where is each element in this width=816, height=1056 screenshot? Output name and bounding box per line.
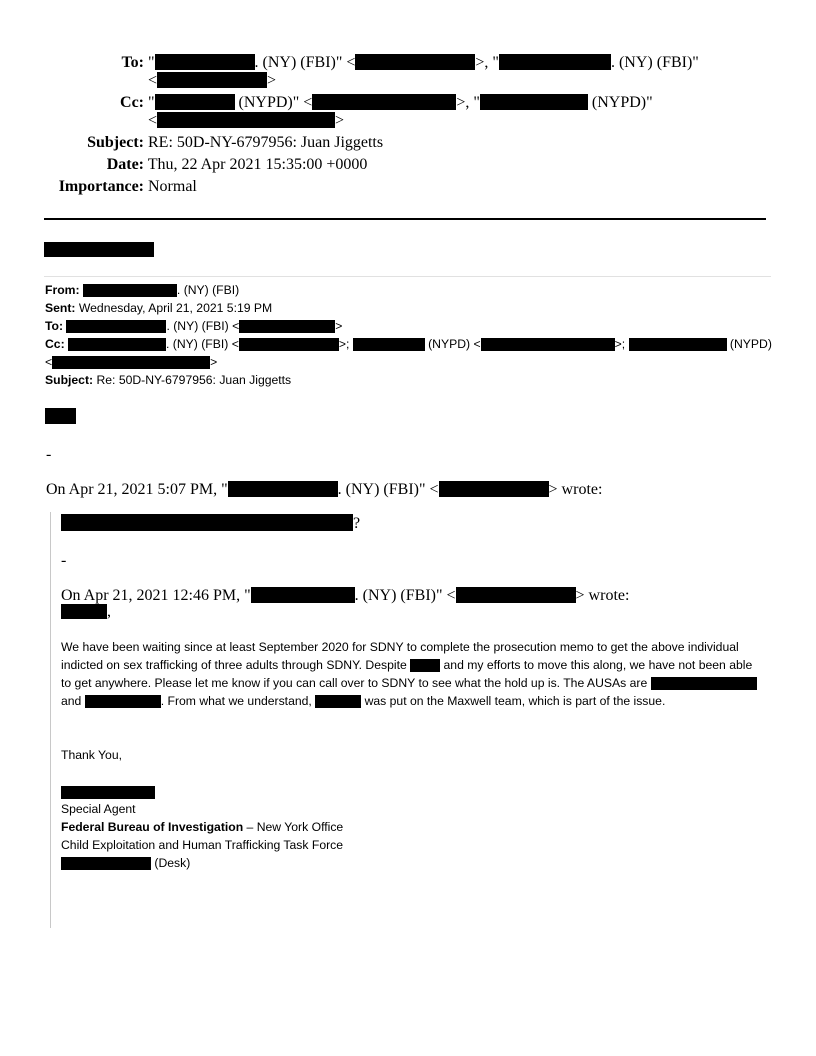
cc-affiliation-2: (NYPD)" — [587, 94, 653, 111]
fwd-from-row — [45, 283, 239, 297]
redaction-cc-email-2 — [157, 112, 335, 128]
to-quote: " — [148, 54, 155, 71]
subject-value: RE: 50D-NY-6797956: Juan Jiggetts — [148, 134, 384, 151]
fwd-sent-value: Wednesday, April 21, 2021 5:19 PM — [78, 301, 273, 315]
redaction-greeting-name — [61, 604, 107, 619]
fwd-subject-value: Re: 50D-NY-6797956: Juan Jiggetts — [96, 373, 292, 387]
to-bracket-close: > — [267, 72, 277, 89]
redaction-reply-body — [44, 242, 154, 257]
header-divider — [44, 218, 766, 220]
forward-divider — [44, 276, 771, 277]
body-paragraph — [61, 638, 761, 710]
fwd-cc-affiliation-3: (NYPD) — [729, 337, 772, 351]
quote2-prefix: On Apr 21, 2021 12:46 PM, " — [61, 587, 251, 604]
to-separator: >, " — [475, 54, 499, 71]
fwd-sent-row — [45, 301, 272, 315]
redaction-quote1-body — [61, 514, 353, 531]
redaction-body-name-2 — [315, 695, 361, 708]
redaction-cc-name-2 — [480, 94, 588, 110]
header-cc-row-2 — [148, 112, 344, 130]
redaction-cc-email-1 — [312, 94, 456, 110]
cc-quote: " — [148, 94, 155, 111]
redaction-signature-name — [61, 786, 155, 799]
quote1-body — [61, 514, 360, 533]
redaction-to-name-2 — [499, 54, 611, 70]
fwd-cc-label: Cc: — [45, 337, 65, 351]
closing-thanks: Thank You, — [61, 748, 122, 762]
redaction-fwd-cc-name-2 — [353, 338, 425, 351]
signature-org-name: Federal Bureau of Investigation — [61, 820, 244, 834]
fwd-cc-bracket-open: < — [45, 355, 53, 369]
redaction-desk-phone — [61, 857, 151, 870]
redaction-quote2-email — [456, 587, 576, 603]
fwd-to-affiliation: . (NY) (FBI) < — [166, 319, 240, 333]
cc-bracket-open: < — [148, 112, 158, 129]
redaction-fwd-cc-name-1 — [68, 338, 166, 351]
body-text-2: and my efforts to move this along, we have not been able to get anywhere. Please let me know if you can call over to SDNY to see what the hold up is. The AUSAs are — [61, 658, 753, 690]
redaction-fwd-cc-email-1 — [239, 338, 339, 351]
fwd-to-bracket: > — [335, 319, 343, 333]
body-text-3: and — [61, 694, 82, 708]
quote2-greeting — [61, 603, 111, 621]
header-importance-row — [0, 178, 197, 196]
to-bracket-open: < — [148, 72, 158, 89]
subject-label: Subject: — [87, 134, 144, 151]
greeting-comma: , — [107, 603, 111, 620]
fwd-cc-sep-2: >; — [614, 337, 626, 351]
redaction-fwd-to-name — [66, 320, 166, 333]
redaction-to-name-1 — [155, 54, 255, 70]
cc-label: Cc: — [120, 94, 144, 111]
quote1-attribution — [46, 481, 602, 499]
cc-bracket-close: > — [335, 112, 345, 129]
signature-desk — [61, 856, 190, 870]
redaction-fwd-body — [45, 408, 76, 424]
redaction-fwd-cc-email-2 — [481, 338, 615, 351]
redaction-quote2-name — [251, 587, 355, 603]
redaction-body-ausa-2 — [85, 695, 161, 708]
to-affiliation-2: . (NY) (FBI)" — [610, 54, 699, 71]
redaction-cc-name-1 — [155, 94, 235, 110]
header-date-row — [0, 156, 367, 174]
fwd-to-label: To: — [45, 319, 64, 333]
fwd-cc-bracket-close: > — [210, 355, 218, 369]
question-mark: ? — [353, 515, 361, 532]
quote2-affiliation: . (NY) (FBI)" < — [354, 587, 456, 604]
redaction-body-ausa-1 — [651, 677, 757, 690]
date-value: Thu, 22 Apr 2021 15:35:00 +0000 — [147, 156, 368, 173]
signature-title: Special Agent — [61, 802, 136, 816]
importance-label: Importance: — [58, 178, 144, 195]
header-to-row-2 — [148, 72, 276, 90]
signature-org — [61, 820, 343, 834]
redaction-quote1-name — [228, 481, 338, 497]
quote1-suffix: > wrote: — [548, 481, 603, 498]
dash-separator-1: - — [46, 446, 52, 463]
fwd-cc-affiliation-1: . (NY) (FBI) < — [166, 337, 239, 351]
cc-separator: >, " — [456, 94, 480, 111]
desk-label: (Desk) — [151, 856, 191, 870]
to-affiliation-1: . (NY) (FBI)" < — [254, 54, 356, 71]
redaction-fwd-from — [83, 284, 177, 297]
fwd-cc-row — [45, 337, 772, 351]
dash-separator-2: - — [61, 552, 67, 569]
quote1-prefix: On Apr 21, 2021 5:07 PM, " — [46, 481, 228, 498]
redaction-fwd-to-email — [239, 320, 335, 333]
date-label: Date: — [106, 156, 144, 173]
fwd-cc-affiliation-2: (NYPD) < — [428, 337, 481, 351]
redaction-to-email-2 — [157, 72, 267, 88]
fwd-sent-label: Sent: — [45, 301, 76, 315]
header-to-row — [0, 54, 699, 72]
fwd-cc-sep-1: >; — [338, 337, 350, 351]
to-label: To: — [121, 54, 144, 71]
redaction-quote1-email — [439, 481, 549, 497]
signature-unit: Child Exploitation and Human Trafficking Task Force — [61, 838, 344, 852]
fwd-subject-row — [45, 373, 291, 387]
quote1-affiliation: . (NY) (FBI)" < — [337, 481, 439, 498]
fwd-from-label: From: — [45, 283, 80, 297]
quote2-attribution — [61, 587, 629, 605]
redaction-fwd-cc-email-3 — [52, 356, 210, 369]
redaction-fwd-cc-name-3 — [629, 338, 727, 351]
quote-bar — [50, 512, 51, 928]
redaction-to-email-1 — [355, 54, 475, 70]
signature-org-office: – New York Office — [243, 820, 344, 834]
redaction-body-name-1 — [410, 659, 440, 672]
body-text-1: We have been waiting since at least September 2020 for SDNY to complete the prosecution memo to get the above individual indicted on sex trafficking of three adults through SDNY. Despite — [61, 640, 739, 672]
body-text-4: . From what we understand, — [160, 694, 312, 708]
header-subject-row — [0, 134, 383, 152]
fwd-to-row — [45, 319, 342, 333]
fwd-subject-label: Subject: — [45, 373, 94, 387]
quote2-suffix: > wrote: — [575, 587, 630, 604]
fwd-cc-row-2 — [45, 355, 217, 369]
header-cc-row — [0, 94, 653, 112]
body-text-5: was put on the Maxwell team, which is part of the issue. — [364, 694, 666, 708]
importance-value: Normal — [148, 178, 197, 195]
cc-affiliation-1: (NYPD)" < — [234, 94, 313, 111]
fwd-from-affiliation: . (NY) (FBI) — [176, 283, 240, 297]
